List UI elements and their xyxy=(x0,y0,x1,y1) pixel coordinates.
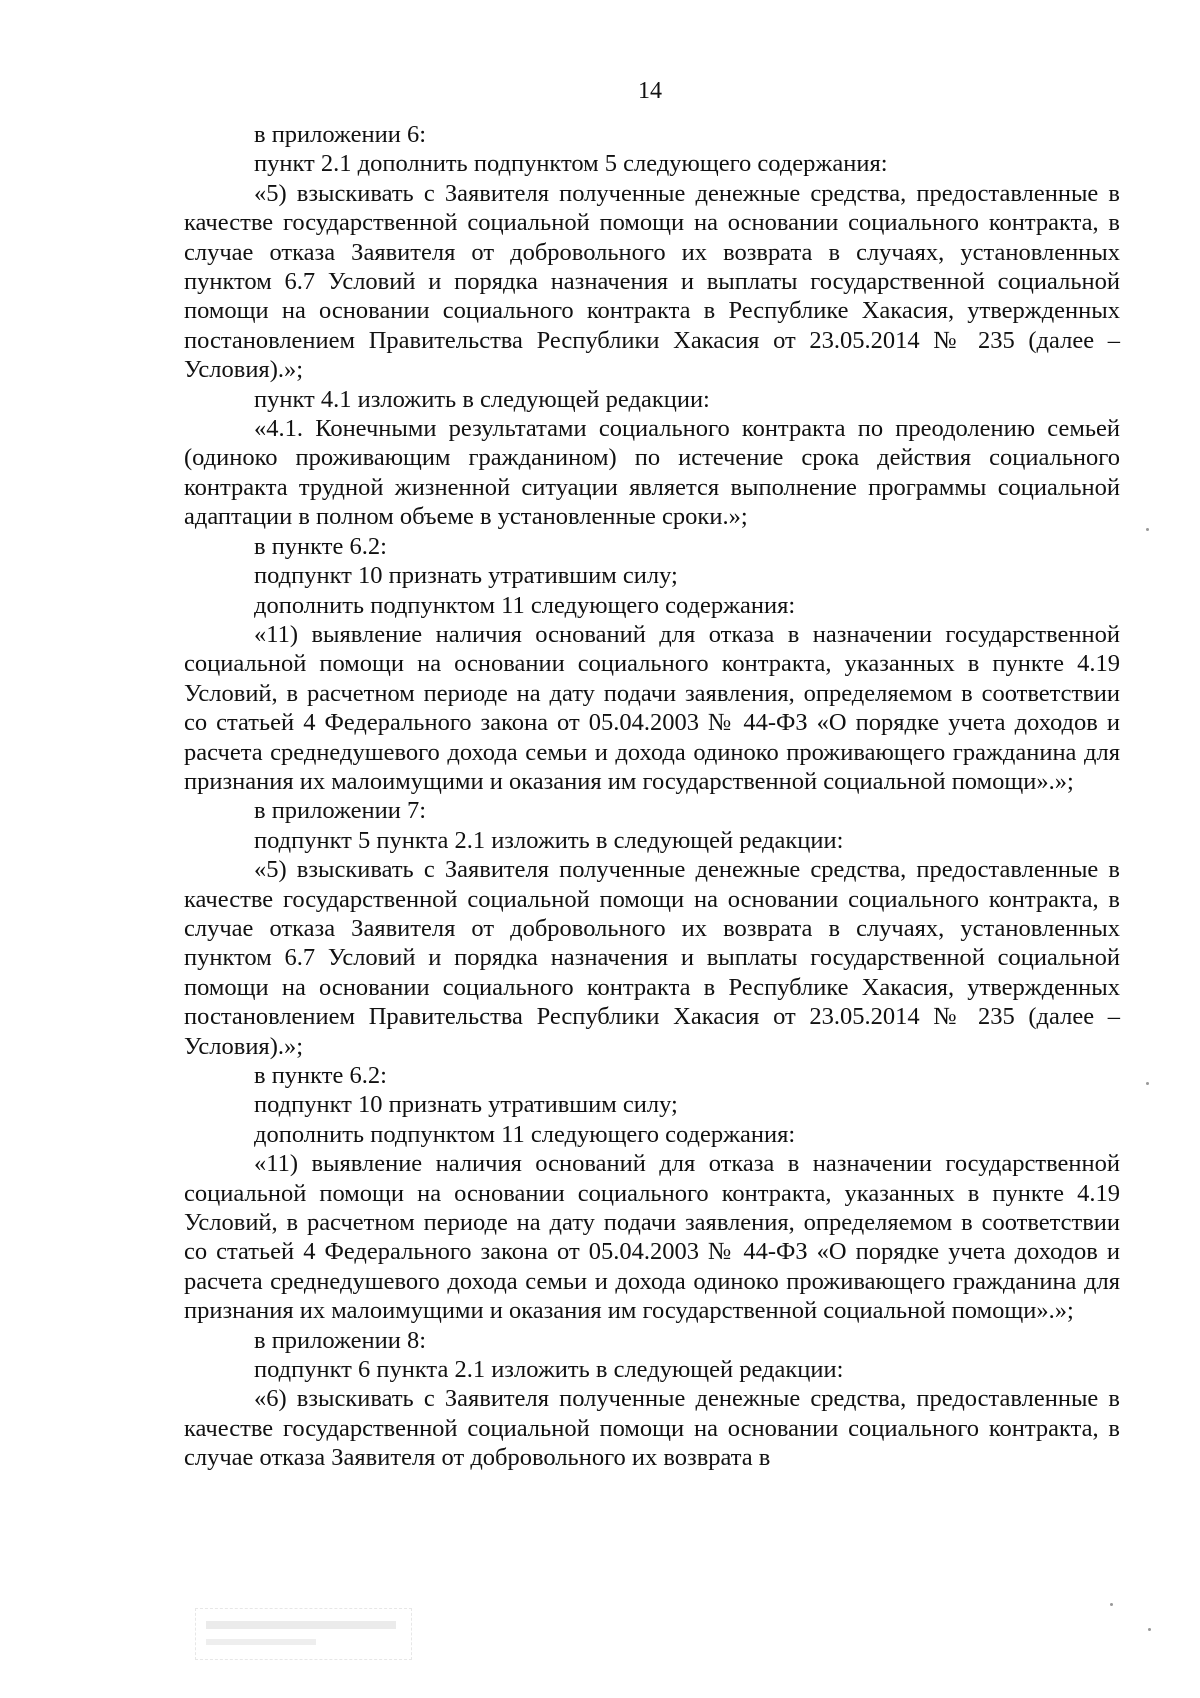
paragraph: подпункт 10 признать утратившим силу; xyxy=(254,1091,678,1119)
paragraph: подпункт 6 пункта 2.1 изложить в следующей редакции: xyxy=(254,1356,844,1384)
faded-stamp xyxy=(195,1608,412,1660)
scan-speck xyxy=(1146,528,1149,531)
stamp-line xyxy=(206,1621,396,1629)
paragraph: в приложении 8: xyxy=(254,1326,427,1354)
paragraph: подпункт 5 пункта 2.1 изложить в следующей редакции: xyxy=(254,826,844,854)
paragraph: «5) взыскивать с Заявителя полученные денежные средства, предоставленные в качестве государственной социальной помощи на основании социального контракта, в случае отказа Заявителя от добровольного их возврата в случаях, установленных пунктом 6.7 Условий и порядка назначения и выплаты государственной социальной помощи на основании социального контракта в Республике Хакасия, утвержденных постановлением Правительства Республики Хакасия от 23.05.2014 № 235 (далее – Условия).»; xyxy=(184,179,1120,384)
scan-speck xyxy=(1110,1603,1113,1606)
scan-speck xyxy=(1148,1628,1151,1631)
scan-speck xyxy=(1146,1082,1149,1085)
paragraph: подпункт 10 признать утратившим силу; xyxy=(254,562,678,590)
paragraph: «5) взыскивать с Заявителя полученные денежные средства, предоставленные в качестве государственной социальной помощи на основании социального контракта, в случае отказа Заявителя от добровольного их возврата в случаях, установленных пунктом 6.7 Условий и порядка назначения и выплаты государственной социальной помощи на основании социального контракта в Республике Хакасия, утвержденных постановлением Правительства Республики Хакасия от 23.05.2014 № 235 (далее – Условия).»; xyxy=(184,856,1120,1060)
paragraph: дополнить подпунктом 11 следующего содержания: xyxy=(254,591,796,619)
document-body xyxy=(184,120,1120,1473)
paragraph: «11) выявление наличия оснований для отказа в назначении государственной социальной помощи на основании социального контракта, указанных в пункте 4.19 Условий, в расчетном периоде на дату подачи заявления, определяемом в соответствии со статьей 4 Федерального закона от 05.04.2003 № 44-ФЗ «О порядке учета доходов и расчета среднедушевого дохода семьи и дохода одиноко проживающего гражданина для признания их малоимущими и оказания им государственной социальной помощи».»; xyxy=(184,620,1120,795)
paragraph: «6) взыскивать с Заявителя полученные денежные средства, предоставленные в качестве государственной социальной помощи на основании социального контракта, в случае отказа Заявителя от добровольного их возврата в xyxy=(184,1385,1120,1472)
page-number: 14 xyxy=(638,78,662,104)
paragraph: дополнить подпунктом 11 следующего содержания: xyxy=(254,1120,796,1148)
paragraph: пункт 4.1 изложить в следующей редакции: xyxy=(254,385,710,413)
paragraph: «11) выявление наличия оснований для отказа в назначении государственной социальной помощи на основании социального контракта, указанных в пункте 4.19 Условий, в расчетном периоде на дату подачи заявления, определяемом в соответствии со статьей 4 Федерального закона от 05.04.2003 № 44-ФЗ «О порядке учета доходов и расчета среднедушевого дохода семьи и дохода одиноко проживающего гражданина для признания их малоимущими и оказания им государственной социальной помощи».»; xyxy=(184,1150,1120,1325)
paragraph: в пункте 6.2: xyxy=(254,532,387,560)
paragraph: «4.1. Конечными результатами социального контракта по преодолению семьей (одиноко проживающим гражданином) по истечение срока действия социального контракта трудной жизненной ситуации является выполнение программы социальной адаптации в полном объеме в установленные сроки.»; xyxy=(184,415,1120,531)
paragraph: в приложении 6: xyxy=(254,121,427,148)
paragraph: пункт 2.1 дополнить подпунктом 5 следующего содержания: xyxy=(254,150,888,178)
paragraph: в пункте 6.2: xyxy=(254,1062,387,1089)
stamp-line xyxy=(206,1639,316,1645)
paragraph: в приложении 7: xyxy=(254,797,427,825)
